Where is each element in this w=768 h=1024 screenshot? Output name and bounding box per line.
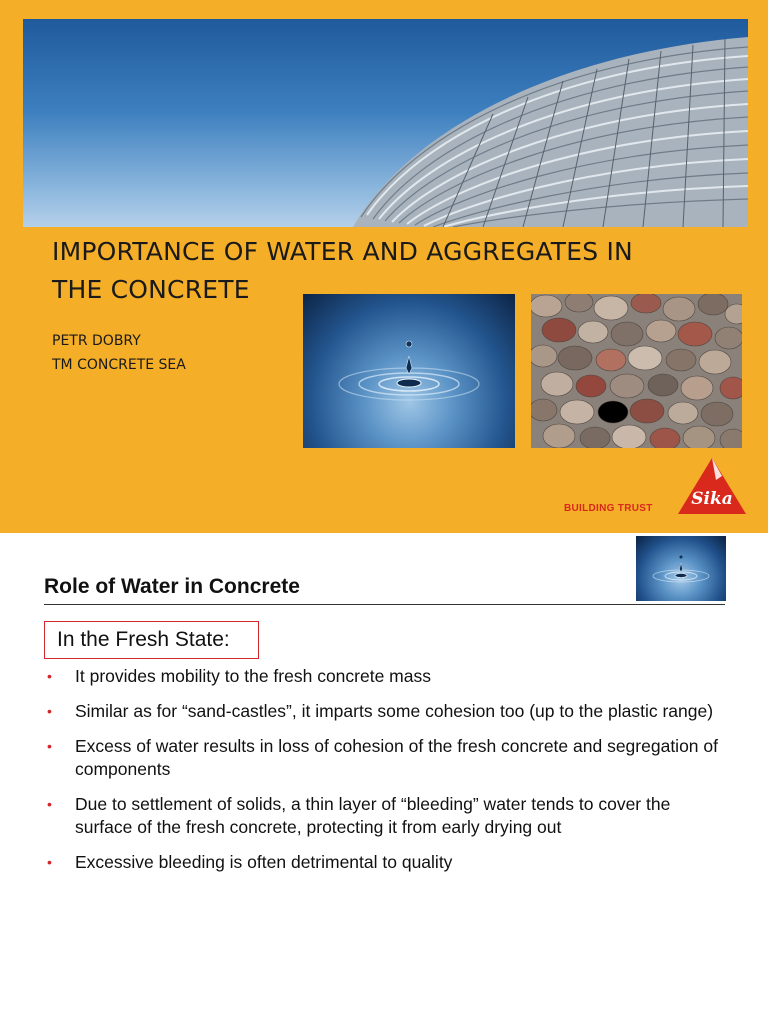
author-role: TM CONCRETE SEA xyxy=(52,357,186,373)
tagline: BUILDING TRUST xyxy=(564,503,653,514)
title-line-2: THE CONCRETE xyxy=(52,275,250,304)
bullet-icon: • xyxy=(47,796,52,812)
water-drop-photo xyxy=(303,294,515,448)
water-drop-thumbnail xyxy=(636,536,726,601)
author-block xyxy=(52,329,186,377)
bullet-icon: • xyxy=(47,703,52,719)
bullet-icon: • xyxy=(47,738,52,754)
bullet-icon: • xyxy=(47,668,52,684)
author-name: PETR DOBRY xyxy=(52,333,141,349)
slide-title: Role of Water in Concrete xyxy=(44,575,300,598)
bullet-icon: • xyxy=(47,854,52,870)
title-divider xyxy=(44,604,725,605)
aggregate-stones-photo xyxy=(531,294,742,448)
fresh-state-heading: In the Fresh State: xyxy=(44,621,259,659)
list-item: • Similar as for “sand-castles”, it imparts some cohesion too (up to the plastic range) xyxy=(47,701,714,721)
list-item: • Due to settlement of solids, a thin layer of “bleeding” water tends to cover the surface of the fresh concrete, protecting it from early drying out xyxy=(47,794,671,837)
content-slide xyxy=(0,533,768,1024)
list-item: • Excess of water results in loss of cohesion of the fresh concrete and segregation of components xyxy=(47,736,718,779)
title-line-1: IMPORTANCE OF WATER AND AGGREGATES IN xyxy=(52,237,633,266)
bullet-list xyxy=(44,665,724,886)
sika-logo xyxy=(676,456,748,516)
logo-text: Sika xyxy=(691,489,733,509)
building-photo xyxy=(23,19,748,227)
list-item: • Excessive bleeding is often detrimental to quality xyxy=(47,852,453,872)
list-item: • It provides mobility to the fresh concrete mass xyxy=(47,666,431,686)
